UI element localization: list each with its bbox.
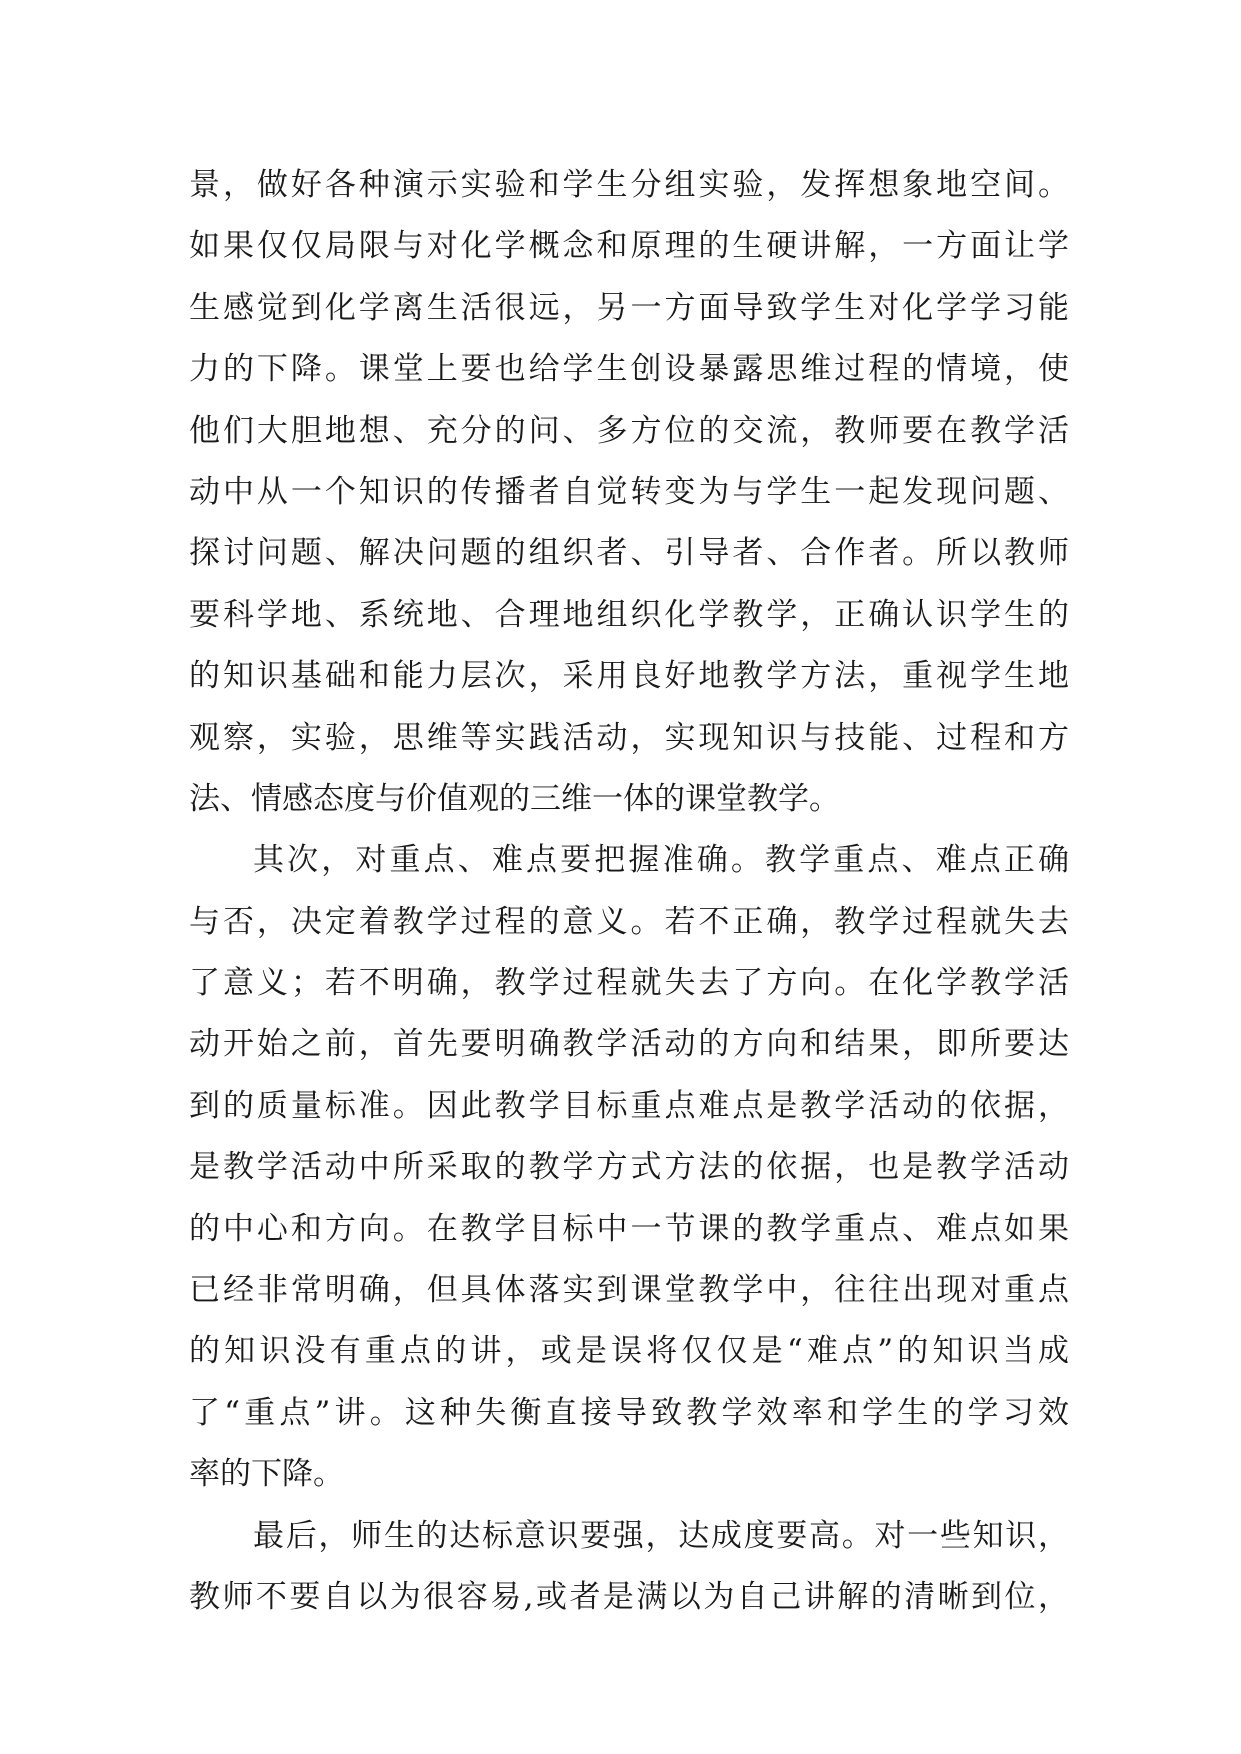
paragraph-3	[189, 1506, 1069, 1629]
text-line: 要科学地、系统地、合理地组织化学教学，正确认识学生的	[189, 596, 1069, 633]
text-line: 力的下降。课堂上要也给学生创设暴露思维过程的情境，使	[189, 351, 1069, 388]
text-line: 与否，决定着教学过程的意义。若不正确，教学过程就失去	[189, 903, 1069, 940]
text-line: 探讨问题、解决问题的组织者、引导者、合作者。所以教师	[189, 535, 1069, 572]
text-line: 到的质量标准。因此教学目标重点难点是教学活动的依据，	[189, 1087, 1069, 1124]
text-line: 观察，实验，思维等实践活动，实现知识与技能、过程和方	[189, 719, 1069, 756]
text-line: 的知识没有重点的讲，或是误将仅仅是“难点”的知识当成	[189, 1333, 1069, 1370]
text-line: 教师不要自以为很容易,或者是满以为自己讲解的清晰到位，	[189, 1578, 1069, 1615]
text-line: 率的下降。	[189, 1456, 344, 1493]
paragraph-2	[189, 830, 1069, 1505]
text-line: 已经非常明确，但具体落实到课堂教学中，往往出现对重点	[189, 1272, 1069, 1309]
paragraph-1	[189, 155, 1069, 830]
text-line: 是教学活动中所采取的教学方式方法的依据，也是教学活动	[189, 1149, 1069, 1186]
text-line: 了“重点”讲。这种失衡直接导致教学效率和学生的学习效	[189, 1394, 1069, 1431]
text-line: 如果仅仅局限与对化学概念和原理的生硬讲解，一方面让学	[189, 228, 1069, 265]
text-line: 生感觉到化学离生活很远，另一方面导致学生对化学学习能	[189, 289, 1069, 326]
text-line: 动中从一个知识的传播者自觉转变为与学生一起发现问题、	[189, 473, 1069, 510]
text-line: 他们大胆地想、充分的问、多方位的交流，教师要在教学活	[189, 412, 1069, 449]
text-line: 最后，师生的达标意识要强，达成度要高。对一些知识，	[253, 1517, 1069, 1554]
text-line: 法、情感态度与价值观的三维一体的课堂教学。	[189, 780, 840, 817]
text-line: 的中心和方向。在教学目标中一节课的教学重点、难点如果	[189, 1210, 1069, 1247]
text-line: 景，做好各种演示实验和学生分组实验，发挥想象地空间。	[189, 167, 1069, 203]
text-line: 其次，对重点、难点要把握准确。教学重点、难点正确	[253, 842, 1069, 879]
body-text	[189, 155, 1069, 1628]
text-line: 动开始之前，首先要明确教学活动的方向和结果，即所要达	[189, 1026, 1069, 1063]
text-line: 了意义；若不明确，教学过程就失去了方向。在化学教学活	[189, 965, 1069, 1002]
text-line: 的知识基础和能力层次，采用良好地教学方法，重视学生地	[189, 658, 1069, 695]
